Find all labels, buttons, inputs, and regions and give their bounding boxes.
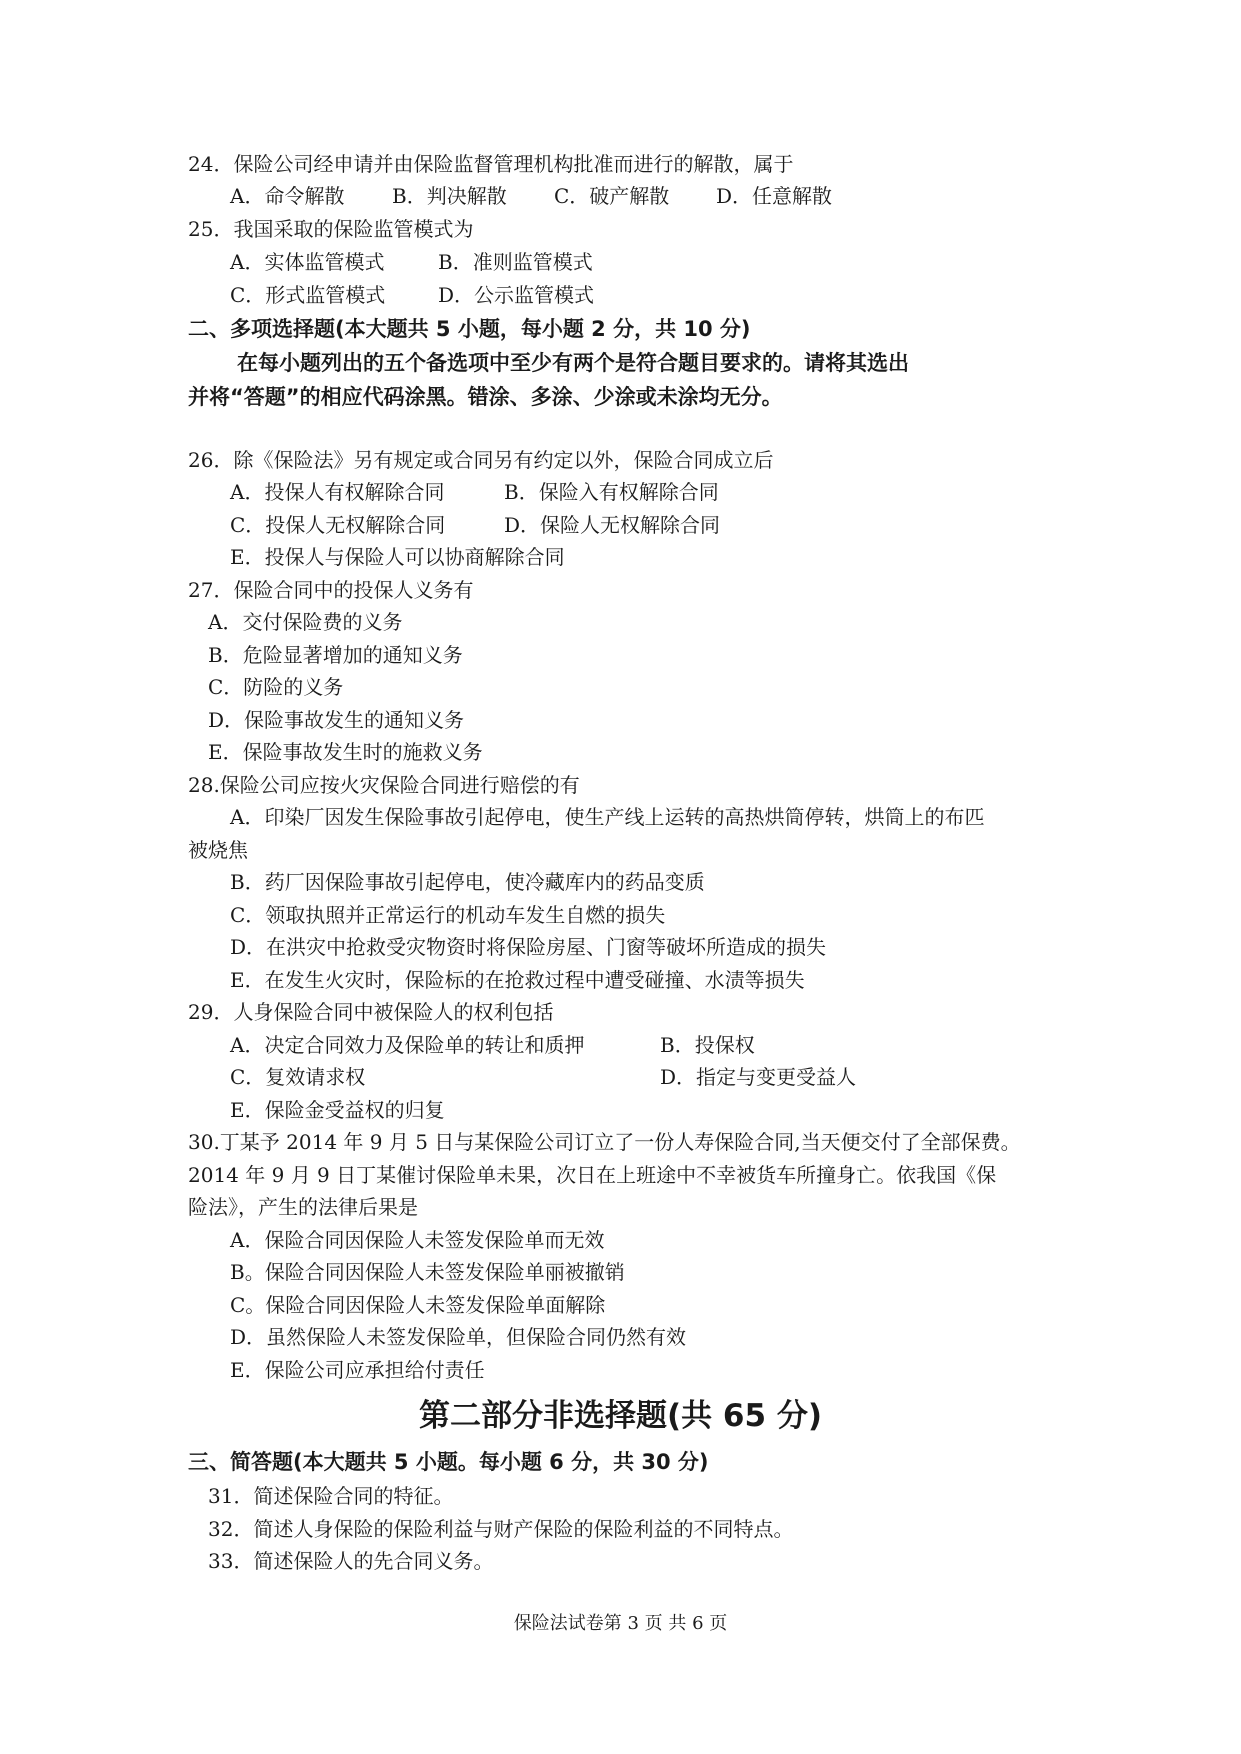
q25-options-row1 (230, 248, 593, 276)
q29-options-row2 (230, 1063, 856, 1091)
q29-option-d: D．指定与变更受益人 (660, 1065, 857, 1089)
q29-stem: 29．人身保险合同中被保险人的权利包括 (188, 1000, 554, 1024)
q30-option-e: E．保险公司应承担给付责任 (230, 1358, 485, 1382)
q25-option-b: B．准则监管模式 (438, 250, 593, 274)
q26-option-c: C．投保人无权解除合同 (230, 513, 446, 537)
q27-stem: 27．保险合同中的投保人义务有 (188, 578, 474, 602)
q30-stem-line3: 险法》，产生的法律后果是 (188, 1195, 418, 1219)
q29-option-c: C．复效请求权 (230, 1065, 366, 1089)
q25-options-row2 (230, 281, 594, 309)
q27-option-d: D．保险事故发生的通知义务 (208, 708, 465, 732)
q33-item: 33．简述保险人的先合同义务。 (208, 1549, 494, 1573)
part2-title: 第二部分非选择题(共 65 分) (418, 1398, 823, 1434)
section2-instruction-line2: 并将“答题”的相应代码涂黑。错涂、多涂、少涂或未涂均无分。 (188, 385, 783, 409)
q24-option-d: D．任意解散 (716, 184, 833, 208)
q27-option-b: B．危险显著增加的通知义务 (208, 643, 463, 667)
q32-item: 32．简述人身保险的保险利益与财产保险的保险利益的不同特点。 (208, 1517, 794, 1541)
q28-option-d: D．在洪灾中抢救受灾物资时将保险房屋、门窗等破坏所造成的损失 (230, 935, 827, 959)
q24-option-a: A．命令解散 (230, 184, 345, 208)
q25-stem: 25．我国采取的保险监管模式为 (188, 217, 474, 241)
q28-option-c: C．领取执照并正常运行的机动车发生自燃的损失 (230, 903, 666, 927)
section2-heading: 二、多项选择题(本大题共 5 小题，每小题 2 分，共 10 分) (188, 317, 751, 341)
q26-option-a: A．投保人有权解除合同 (230, 480, 445, 504)
q26-options-row2 (230, 511, 720, 539)
q30-option-a: A．保险合同因保险人未签发保险单而无效 (230, 1228, 605, 1252)
q24-stem: 24．保险公司经申请并由保险监督管理机构批准而进行的解散，属于 (188, 152, 794, 176)
q29-option-a: A．决定合同效力及保险单的转让和质押 (230, 1033, 585, 1057)
q26-option-b: B．保险入有权解除合同 (504, 480, 719, 504)
q24-options (230, 182, 832, 210)
section3-heading: 三、简答题(本大题共 5 小题。每小题 6 分，共 30 分) (188, 1450, 709, 1474)
q26-option-d: D．保险人无权解除合同 (504, 513, 721, 537)
q28-option-e: E．在发生火灾时，保险标的在抢救过程中遭受碰撞、水渍等损失 (230, 968, 805, 992)
q26-options-row1 (230, 478, 719, 506)
section2-instruction-line1: 在每小题列出的五个备选项中至少有两个是符合题目要求的。请将其选出 (237, 351, 909, 375)
q29-options-row1 (230, 1031, 755, 1059)
q26-option-e: E．投保人与保险人可以协商解除合同 (230, 545, 565, 569)
q28-stem: 28.保险公司应按火灾保险合同进行赔偿的有 (188, 773, 580, 797)
q27-option-c: C．防险的义务 (208, 675, 344, 699)
q28-option-a-line2: 被烧焦 (188, 838, 248, 862)
q25-option-d: D．公示监管模式 (438, 283, 595, 307)
q29-option-e: E．保险金受益权的归复 (230, 1098, 445, 1122)
q28-option-b: B．药厂因保险事故引起停电，使冷藏库内的药品变质 (230, 870, 705, 894)
q30-stem-line2: 2014 年 9 月 9 日丁某催讨保险单未果，次日在上班途中不幸被货车所撞身亡。依我国《保 (188, 1163, 997, 1187)
q27-option-a: A．交付保险费的义务 (208, 610, 403, 634)
q26-stem: 26．除《保险法》另有规定或合同另有约定以外，保险合同成立后 (188, 448, 774, 472)
q31-item: 31．简述保险合同的特征。 (208, 1484, 454, 1508)
q27-option-e: E．保险事故发生时的施救义务 (208, 740, 483, 764)
q24-option-b: B．判决解散 (392, 184, 507, 208)
page-footer: 保险法试卷第 3 页 共 6 页 (513, 1613, 728, 1634)
q25-option-a: A．实体监管模式 (230, 250, 385, 274)
q30-option-c: C。保险合同因保险人未签发保险单面解除 (230, 1293, 606, 1317)
q28-option-a-line1: A．印染厂因发生保险事故引起停电，使生产线上运转的高热烘筒停转，烘筒上的布匹 (230, 805, 985, 829)
q29-option-b: B．投保权 (660, 1033, 755, 1057)
q24-option-c: C．破产解散 (554, 184, 670, 208)
q25-option-c: C．形式监管模式 (230, 283, 386, 307)
q30-option-b: B。保险合同因保险人未签发保险单丽被撤销 (230, 1260, 625, 1284)
q30-stem-line1: 30.丁某予 2014 年 9 月 5 日与某保险公司订立了一份人寿保险合同,当天便交付了全部保费。 (188, 1130, 1021, 1154)
q30-option-d: D．虽然保险人未签发保险单，但保险合同仍然有效 (230, 1325, 687, 1349)
